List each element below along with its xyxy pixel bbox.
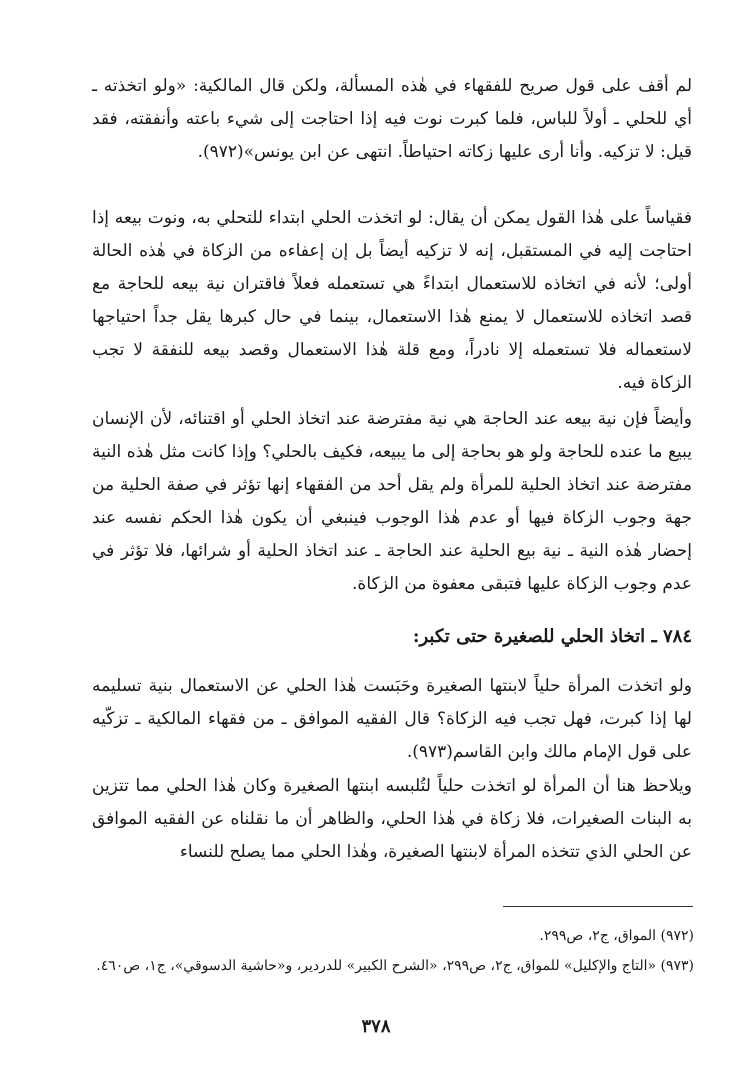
- paragraph-1: لم أقف على قول صريح للفقهاء في هٰذه المسألة، ولكن قال المالكية: «ولو اتخذته ـ أي للحلي ـ أولاً للباس، فلما كبرت نوت فيه إذا احتاجت إلى شيء باعته وأنفقته، فقد قيل: لا تزكيه. وأنا أرى عليها زكاته احتياطاً. انتهى عن ابن يونس»(٩٧٢).: [92, 76, 692, 162]
- footnote-972: (٩٧٢) المواق، ج٢، ص٢٩٩.: [539, 928, 694, 944]
- paragraph-2: فقياساً على هٰذا القول يمكن أن يقال: لو اتخذت الحلي ابتداء للتحلي به، ونوت بيعه إذا احتاجت إليه في المستقبل، إنه لا تزكيه أيضاً بل إن إعفاءه من الزكاة في هٰذه الحالة أولى؛ لأنه في اتخاذه للاستعمال ابتداءً هي تستعمله فعلاً فاقتران نية بيعه للحاجة مع قصد اتخاذه للاستعمال لا يمنع هٰذا الاستعمال، بينما في حال كبرها يقل جداً احتياجها لاستعماله فلا تستعمله إلا نادراً، ومع قلة هٰذا الاستعمال وقصد بيعه للنفقة لا تجب الزكاة فيه.: [92, 208, 692, 393]
- page-number: ٣٧٨: [361, 1016, 391, 1037]
- footnote-973: (٩٧٣) «التاج والإكليل» للمواق، ج٢، ص٢٩٩، «الشرح الكبير» للدردير، و«حاشية الدسوقي»، ج١، ص٤٦٠.: [96, 958, 694, 974]
- footnote-divider: [503, 906, 693, 907]
- paragraph-3: وأيضاً فإن نية بيعه عند الحاجة هي نية مفترضة عند اتخاذ الحلي أو اقتنائه، لأن الإنسان يبيع ما عنده للحاجة ولو هو بحاجة إلى ما يبيعه، فكيف بالحلي؟ وإذا كانت مثل هٰذه النية مفترضة عند اتخاذ الحلية للمرأة ولم يقل أحد من الفقهاء إنها تؤثر في صفة الحلية من جهة وجوب الزكاة فيها أو عدم هٰذا الوجوب فينبغي أن يكون هٰذا الحكم نفسه عند إحضار هٰذه النية ـ نية بيع الحلية عند الحاجة ـ عند اتخاذ الحلية أو شرائها، فلا تؤثر في عدم وجوب الزكاة عليها فتبقى معفوة من الزكاة.: [92, 409, 692, 594]
- paragraph-4: ولو اتخذت المرأة حلياً لابنتها الصغيرة وحَبَست هٰذا الحلي عن الاستعمال بنية تسليمه لها إذا كبرت، فهل تجب فيه الزكاة؟ قال الفقيه الموافق ـ من فقهاء المالكية ـ تزكّيه على قول الإمام مالك وابن القاسم(٩٧٣).: [92, 676, 692, 762]
- section-heading: ٧٨٤ ـ اتخاذ الحلي للصغيرة حتى تكبر:: [412, 626, 692, 647]
- paragraph-5: ويلاحظ هنا أن المرأة لو اتخذت حلياً لتُلبسه ابنتها الصغيرة وكان هٰذا الحلي مما تتزين به البنات الصغيرات، فلا زكاة في هٰذا الحلي، والظاهر أن ما نقلناه عن الفقيه الموافق عن الحلي الذي تتخذه المرأة لابنتها الصغيرة، وهٰذا الحلي مما يصلح للنساء: [92, 776, 692, 862]
